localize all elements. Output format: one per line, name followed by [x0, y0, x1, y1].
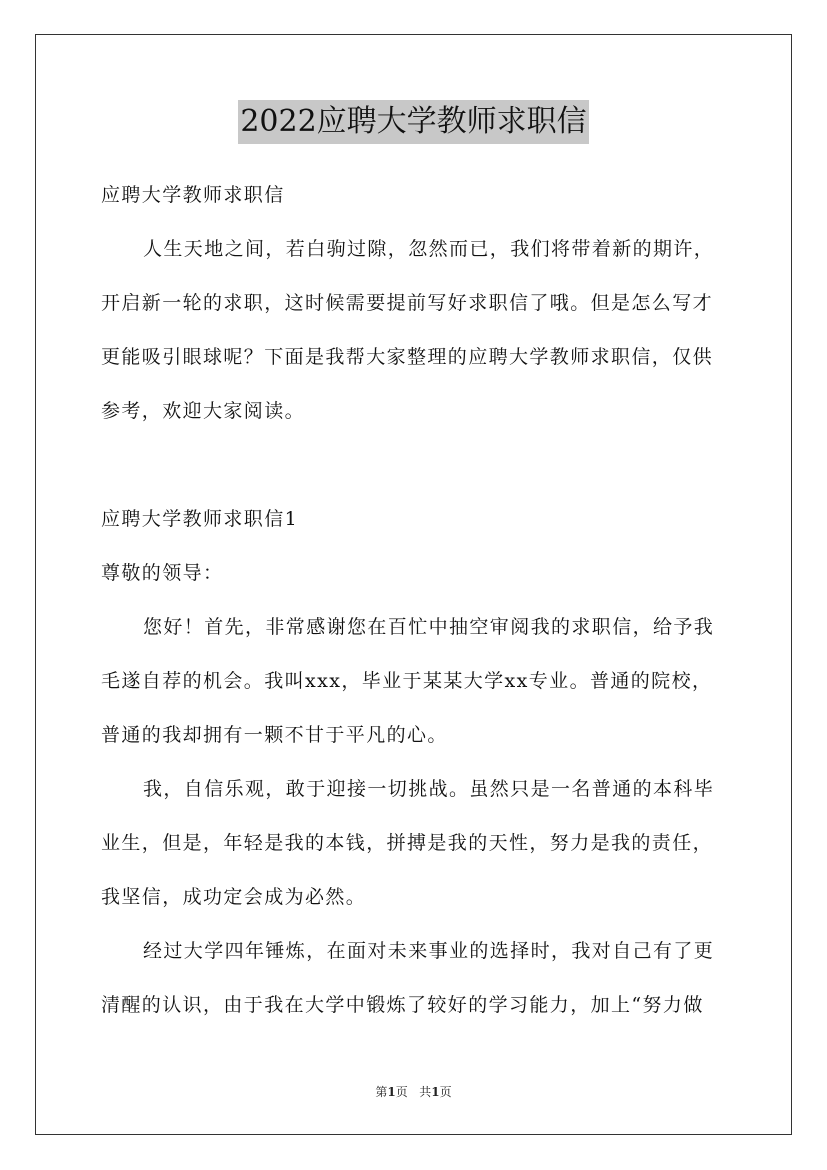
- salutation: 尊敬的领导：: [101, 562, 224, 584]
- section-heading: 应聘大学教师求职信: [101, 184, 285, 206]
- paragraph-line: 人生天地之间，若白驹过隙，忽然而已，我们将带着新的期许，: [143, 238, 715, 260]
- total-prefix: 共: [419, 1085, 432, 1099]
- paragraph-line: 业生，但是，年轻是我的本钱，拼搏是我的天性，努力是我的责任，: [101, 832, 714, 854]
- document-body: [101, 168, 741, 1032]
- paragraph-line: 毛遂自荐的机会。我叫xxx，毕业于某某大学xx专业。普通的院校，: [101, 670, 713, 692]
- page-footer: [0, 1082, 827, 1102]
- blank-line: [101, 438, 741, 492]
- page-suffix: 页: [395, 1085, 408, 1099]
- paragraph-line: 您好！首先，非常感谢您在百忙中抽空审阅我的求职信，给予我: [143, 616, 715, 638]
- paragraph-line: 普通的我却拥有一颗不甘于平凡的心。: [101, 724, 448, 746]
- total-suffix: 页: [439, 1085, 452, 1099]
- paragraph-line: 清醒的认识，由于我在大学中锻炼了较好的学习能力，加上“努力做: [101, 994, 704, 1016]
- paragraph-line: 经过大学四年锤炼，在面对未来事业的选择时，我对自己有了更: [143, 940, 715, 962]
- paragraph-line: 我坚信，成功定会成为必然。: [101, 886, 367, 908]
- paragraph-line: 开启新一轮的求职，这时候需要提前写好求职信了哦。但是怎么写才: [101, 292, 714, 314]
- title-container: [0, 100, 827, 144]
- document-title: 2022应聘大学教师求职信: [238, 100, 588, 144]
- paragraph-line: 更能吸引眼球呢？下面是我帮大家整理的应聘大学教师求职信，仅供: [101, 346, 714, 368]
- paragraph-line: 参考，欢迎大家阅读。: [101, 400, 306, 422]
- page-number: 1: [387, 1085, 396, 1099]
- page-prefix: 第: [375, 1085, 388, 1099]
- paragraph-line: 我，自信乐观，敢于迎接一切挑战。虽然只是一名普通的本科毕: [143, 778, 715, 800]
- section-heading: 应聘大学教师求职信1: [101, 508, 299, 530]
- total-pages: 1: [431, 1085, 440, 1099]
